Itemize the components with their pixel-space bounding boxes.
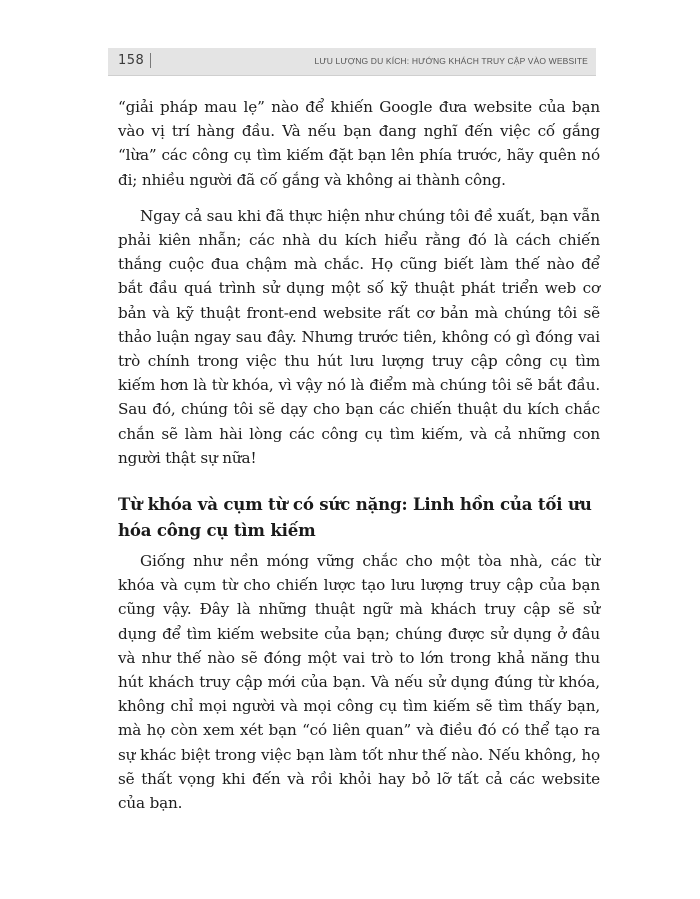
page-body xyxy=(118,95,600,815)
running-title: LƯU LƯỢNG DU KÍCH: HƯỚNG KHÁCH TRUY CẬP VÀO WEBSITE xyxy=(314,56,588,66)
paragraph-continued: “giải pháp mau lẹ” nào để khiến Google đưa website của bạn vào vị trí hàng đầu. Và nếu bạn đang nghĩ đến việc cố gắng “lừa” các công cụ tìm kiếm đặt bạn lên phía trước, hãy quên nó đi; nhiều người đã cố gắng và không ai thành công. xyxy=(118,98,600,189)
header-divider xyxy=(150,53,151,68)
section-heading: Từ khóa và cụm từ có sức nặng: Linh hồn của tối ưu hóa công cụ tìm kiếm xyxy=(118,494,592,541)
page-number: 158 xyxy=(118,53,145,68)
page-header xyxy=(108,48,596,76)
paragraph-keywords: Giống như nền móng vững chắc cho một tòa nhà, các từ khóa và cụm từ cho chiến lược tạo lưu lượng truy cập của bạn cũng vậy. Đây là những thuật ngữ mà khách truy cập sẽ sử dụng để tìm kiếm website của bạn; chúng được sử dụng ở đâu và như thế nào sẽ đóng một vai trò to lớn trong khả năng thu hút khách truy cập mới của bạn. Và nếu sử dụng đúng từ khóa, không chỉ mọi người và mọi công cụ tìm kiếm sẽ tìm thấy bạn, mà họ còn xem xét bạn “có liên quan” và điều đó có thể tạo ra sự khác biệt trong việc bạn làm tốt như thế nào. Nếu không, họ sẽ thất vọng khi đến và rồi khỏi hay bỏ lỡ tất cả các website của bạn. xyxy=(118,552,600,813)
paragraph-patience: Ngay cả sau khi đã thực hiện như chúng tôi đề xuất, bạn vẫn phải kiên nhẫn; các nhà du kích hiểu rằng đó là cách chiến thắng cuộc đua chậm mà chắc. Họ cũng biết làm thế nào để bắt đầu quá trình sử dụng một số kỹ thuật phát triển web cơ bản và kỹ thuật front-end website rất cơ bản mà chúng tôi sẽ thảo luận ngay sau đây. Nhưng trước tiên, không có gì đóng vai trò chính trong việc thu hút lưu lượng truy cập công cụ tìm kiếm hơn là từ khóa, vì vậy nó là điểm mà chúng tôi sẽ bắt đầu. Sau đó, chúng tôi sẽ dạy cho bạn các chiến thuật du kích chắc chắn sẽ làm hài lòng các công cụ tìm kiếm, và cả những con người thật sự nữa! xyxy=(118,206,600,467)
